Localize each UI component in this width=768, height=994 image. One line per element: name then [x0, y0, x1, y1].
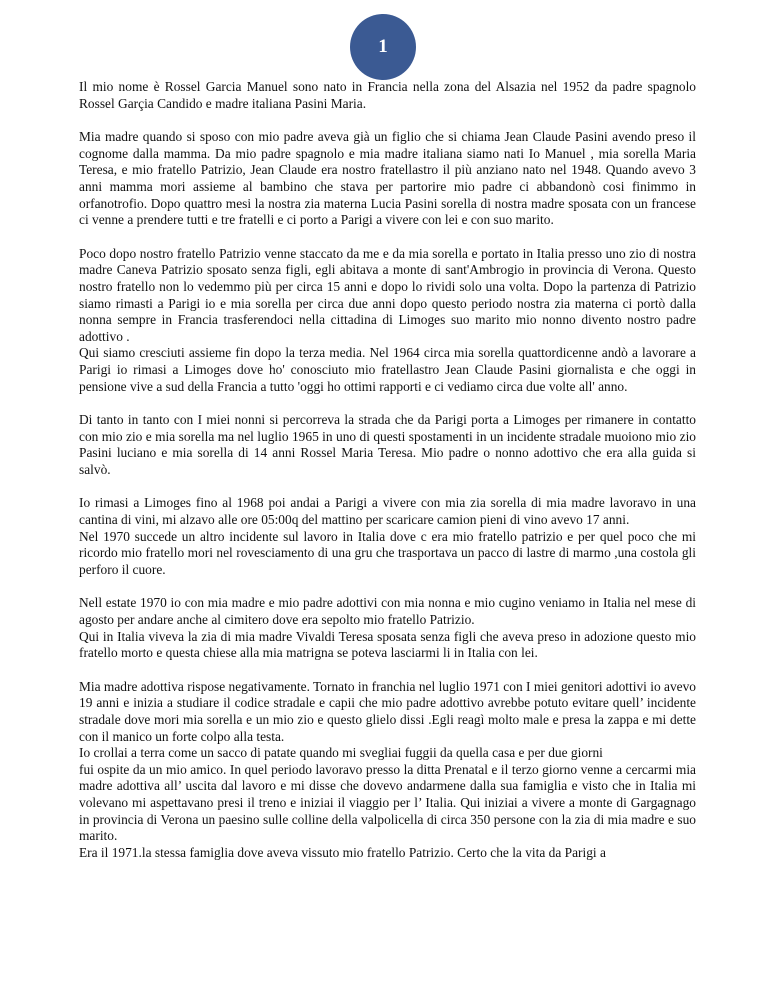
- paragraph-7: Mia madre adottiva rispose negativamente. Tornato in franchia nel luglio 1971 con I miei genitori adottivi io avevo 19 anni e inizia a studiare il codice stradale e capii che mio padre adottivo avrebbe potuto evitare quell’ incidente stradale dove mori mia sorella e un mio zio e questo glielo dissi .Egli reagì molto male e presa la zappa e mi dette con il manico un forte colpo alla testa. Io crollai a terra come un sacco di patate quando mi svegliai fuggii da quella casa e per due giorni fui ospite da un mio amico. In quel periodo lavoravo presso la ditta Prenatal e il terzo giorno venne a cercarmi mia madre adottiva all’ uscita dal lavoro e mi disse che dovevo andarmene dalla sua famiglia e visto che in Italia mi volevano mi aspettavano presi il treno e iniziai il viaggio per l’ Italia. Qui iniziai a vivere a monte di Gargagnago in provincia di Verona un paesino sulle colline della valpolicella di circa 350 persone con la zia di mia madre e suo marito. Era il 1971.la stessa famiglia dove aveva vissuto mio fratello Patrizio. Certo che la vita da Parigi a: [79, 678, 696, 860]
- paragraph-3: Poco dopo nostro fratello Patrizio venne staccato da me e da mia sorella e portato in Italia presso uno zio di nostra madre Caneva Patrizio sposato senza figli, egli abitava a monte di sant'Ambrogio in provincia di Verona. Questo nostro fratello non lo vedemmo più per circa 15 anni e dopo lo rividi solo una volta. Dopo la partenza di Patrizio siamo rimasti a Parigi io e mia sorella per circa due anni dopo questo periodo nostra zia materna ci portò dalla nonna sempre in Francia trasferendoci nella cittadina di Limoges suo marito mio nonno divento nostro padre adottivo . Qui siamo cresciuti assieme fin dopo la terza media. Nel 1964 circa mia sorella quattordicenne andò a lavorare a Parigi io rimasi a Limoges dove ho' conosciuto mio fratellastro Jean Claude Pasini giornalista e che oggi in pensione vive a sud della Francia a tutto 'oggi ho ottimi rapporti e ci vediamo circa due volte all' anno.: [79, 245, 696, 394]
- paragraph-1: Il mio nome è Rossel Garcia Manuel sono nato in Francia nella zona del Alsazia nel 1952 da padre spagnolo Rossel Garçia Candido e madre italiana Pasini Maria.: [79, 79, 696, 111]
- paragraph-6: Nell estate 1970 io con mia madre e mio padre adottivi con mia nonna e mio cugino veniamo in Italia nel mese di agosto per andare anche al cimitero dove era sepolto mio fratello Patrizio. Qui in Italia viveva la zia di mia madre Vivaldi Teresa sposata senza figli che aveva preso in adozione questo mio fratello morto e questa chiese alla mia matrigna se poteva lasciarmi li in Italia con lei.: [79, 595, 696, 661]
- paragraph-2: Mia madre quando si sposo con mio padre aveva già un figlio che si chiama Jean Claude Pasini avendo preso il cognome dalla mamma. Da mio padre spagnolo e mia madre italiana siamo nati Io Manuel , mia sorella Maria Teresa, e mio fratello Patrizio, Jean Claude era nostro fratellastro il più anziano nato nel 1948. Quando avevo 3 anni mamma mori assieme al bambino che stava per partorire mio padre ci abbandonò cosi finimmo in orfanotrofio. Dopo quattro mesi la nostra zia materna Lucia Pasini sorella di nostra madre sposata con un francese ci venne a prendere tutti e tre fratelli e ci porto a Parigi a vivere con lei e con suo marito.: [79, 129, 696, 228]
- paragraph-4: Di tanto in tanto con I miei nonni si percorreva la strada che da Parigi porta a Limoges per rimanere in contatto con mio zio e mia sorella ma nel luglio 1965 in uno di questi spostamenti in un incidente stradale muoiono mio zio Pasini luciano e mia sorella di 14 anni Rossel Maria Teresa. Mio padre o nonno adottivo che era alla guida si salvò.: [79, 412, 696, 477]
- page-number-badge: [350, 14, 416, 80]
- paragraph-5: Io rimasi a Limoges fino al 1968 poi andai a Parigi a vivere con mia zia sorella di mia madre lavoravo in una cantina di vini, mi alzavo alle ore 05:00q del mattino per scaricare camion pieni di vino avevo 17 anni. Nel 1970 succede un altro incidente sul lavoro in Italia dove c era mio fratello patrizio e per quel poco che mi ricordo mio fratello mori nel rovesciamento di una gru che trasportava un pacco di lastre di marmo ,una costola gli perforo il cuore.: [79, 495, 696, 577]
- document-body: [79, 79, 696, 878]
- page-number: 1: [378, 36, 388, 57]
